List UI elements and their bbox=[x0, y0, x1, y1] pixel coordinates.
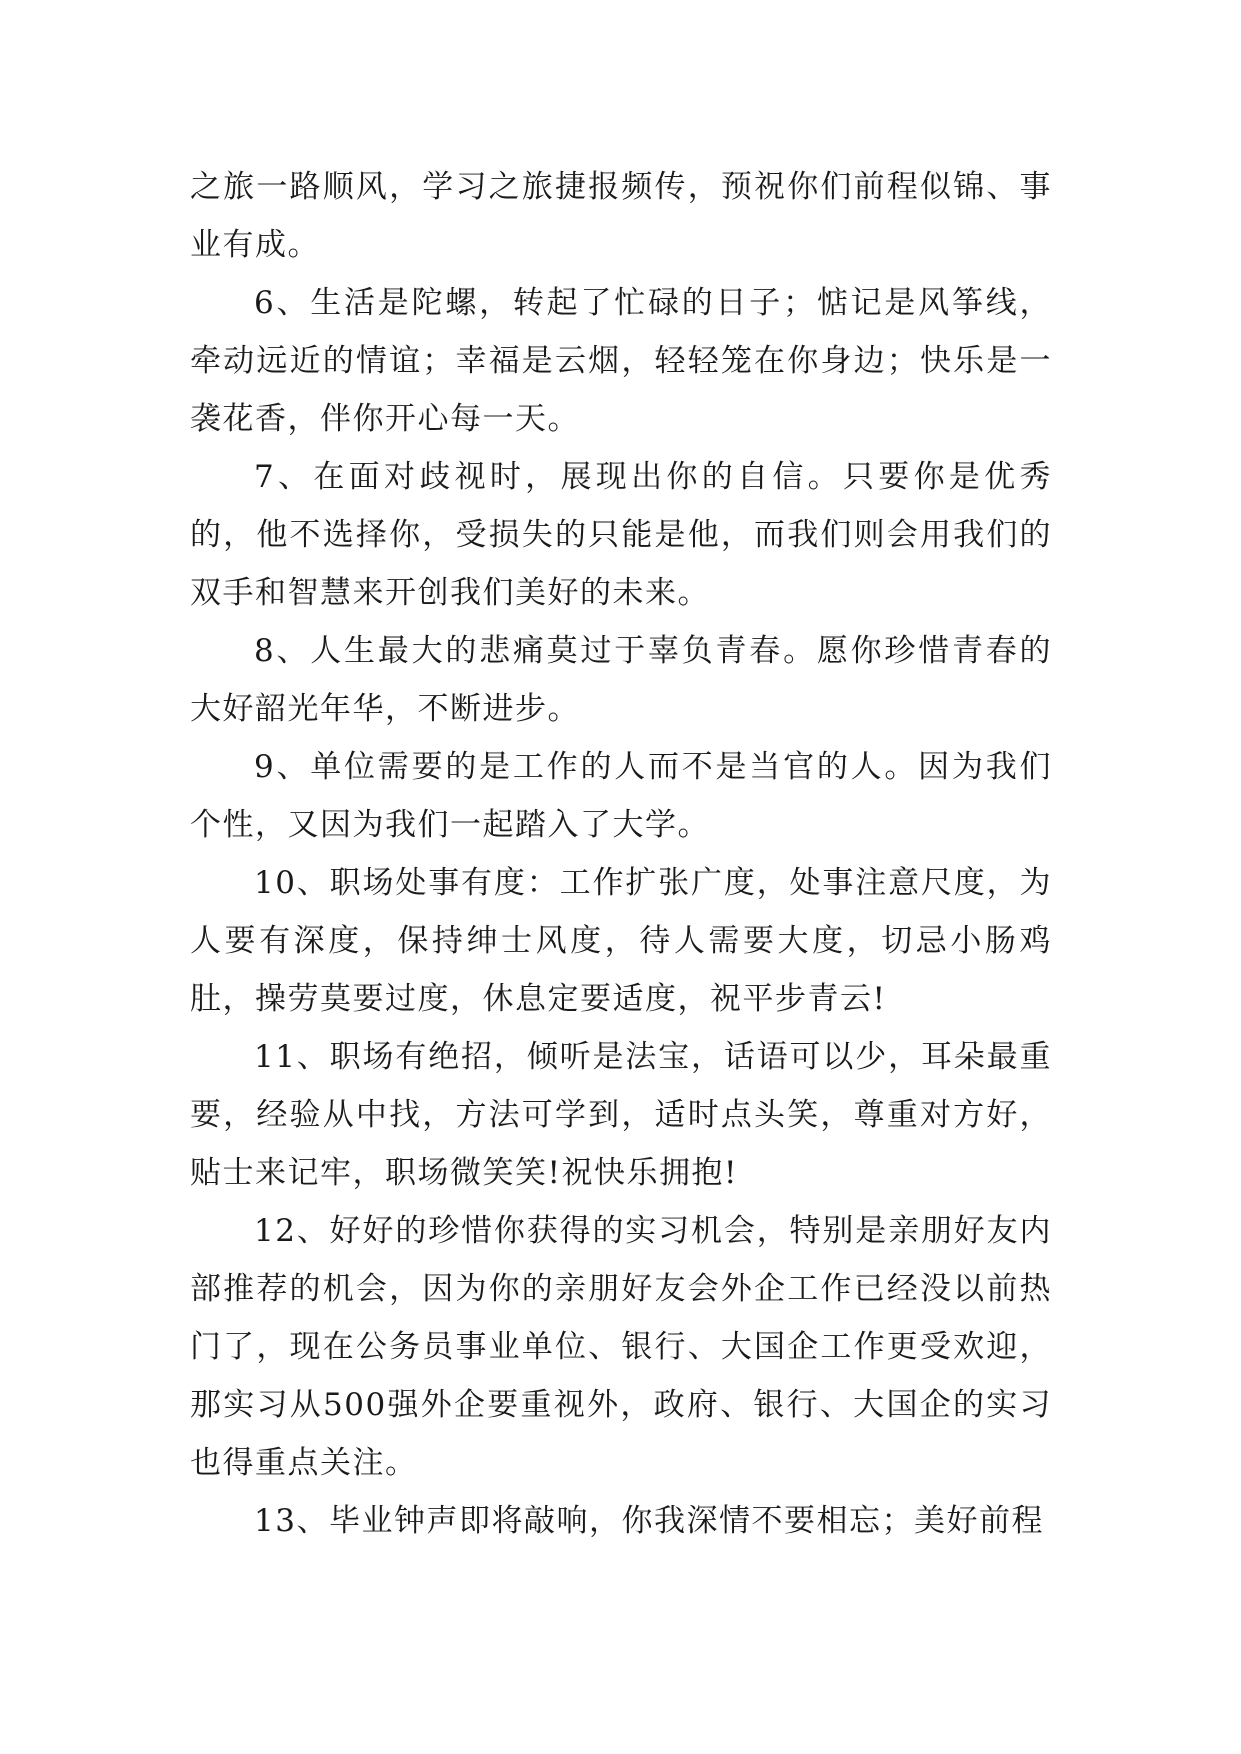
paragraph-item-11: 11、职场有绝招，倾听是法宝，话语可以少，耳朵最重要，经验从中找，方法可学到，适时点头笑，尊重对方好，贴士来记牢，职场微笑笑!祝快乐拥抱! bbox=[190, 1039, 1052, 1191]
paragraph-item-6: 6、生活是陀螺，转起了忙碌的日子；惦记是风筝线，牵动远近的情谊；幸福是云烟，轻轻笼在你身边；快乐是一袭花香，伴你开心每一天。 bbox=[190, 285, 1052, 437]
paragraph-item-8: 8、人生最大的悲痛莫过于辜负青春。愿你珍惜青春的大好韶光年华，不断进步。 bbox=[190, 633, 1052, 727]
paragraph-item-13: 13、毕业钟声即将敲响，你我深情不要相忘；美好前程 bbox=[254, 1503, 1044, 1539]
paragraph-item-9: 9、单位需要的是工作的人而不是当官的人。因为我们个性，又因为我们一起踏入了大学。 bbox=[190, 749, 1052, 843]
paragraph-item-12: 12、好好的珍惜你获得的实习机会，特别是亲朋好友内部推荐的机会，因为你的亲朋好友会外企工作已经没以前热门了，现在公务员事业单位、银行、大国企工作更受欢迎，那实习从500强外企要重视外，政府、银行、大国企的实习也得重点关注。 bbox=[190, 1213, 1052, 1481]
paragraph-item-10: 10、职场处事有度：工作扩张广度，处事注意尺度，为人要有深度，保持绅士风度，待人需要大度，切忌小肠鸡肚，操劳莫要过度，休息定要适度，祝平步青云! bbox=[190, 865, 1052, 1017]
document-body bbox=[190, 158, 1052, 1550]
paragraph-continuation: 之旅一路顺风，学习之旅捷报频传，预祝你们前程似锦、事业有成。 bbox=[190, 169, 1052, 263]
paragraph-item-7: 7、在面对歧视时，展现出你的自信。只要你是优秀的，他不选择你，受损失的只能是他，而我们则会用我们的双手和智慧来开创我们美好的未来。 bbox=[190, 459, 1052, 611]
